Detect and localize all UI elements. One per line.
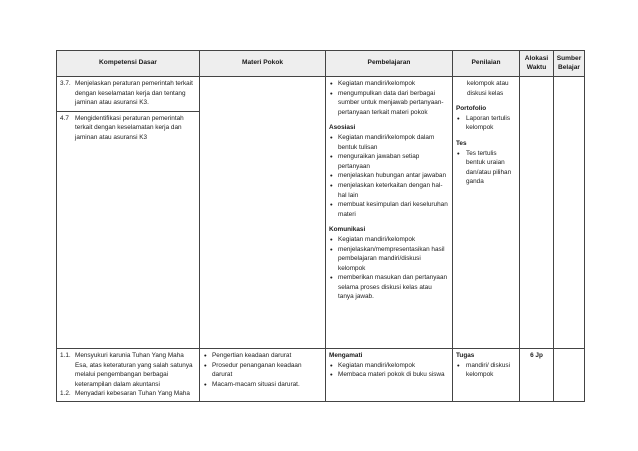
list-item: • mengumpulkan data dari berbagai sumber untuk menjawab pertanyaan-pertanyaan terkait materi pokok — [329, 89, 449, 118]
table-row — [57, 77, 585, 349]
kd-item — [57, 111, 199, 143]
section-title-tugas: Tugas — [456, 352, 475, 359]
list-item: • mandiri/ diskusi kelompok — [456, 361, 516, 380]
list-item: • menguraikan jawaban setiap pertanyaan — [329, 152, 449, 171]
section-title-komunikasi: Komunikasi — [329, 226, 366, 234]
kd-item — [60, 351, 196, 389]
header-materi-pokok: Materi Pokok — [200, 51, 326, 77]
tes-list — [456, 149, 516, 187]
section-title-asosiasi: Asosiasi — [329, 124, 356, 132]
header-penilaian: Penilaian — [453, 51, 520, 77]
asosiasi-list — [329, 133, 449, 219]
kd-number: 3.7. — [60, 80, 71, 87]
list-item: • Kegiatan mandiri/kelompok dalam bentuk tulisan — [329, 133, 449, 152]
sb-cell — [554, 349, 585, 402]
kd-item — [60, 79, 196, 108]
list-item: • Membaca materi pokok di buku siswa — [329, 370, 449, 380]
mp-cell — [200, 349, 326, 402]
list-item: • menjelaskan keterkaitan dengan hal-hal lain — [329, 181, 449, 200]
aw-cell — [520, 77, 554, 349]
kd-text: Menyadari kebesaran Tuhan Yang Maha — [75, 390, 190, 398]
list-item: • menjelaskan hubungan antar jawaban — [329, 171, 449, 181]
materi-pokok-list — [203, 351, 322, 389]
alokasi-waktu-value: 6 Jp — [530, 352, 543, 359]
list-item: • Kegiatan mandiri/kelompok — [329, 361, 449, 371]
tugas-list — [456, 361, 516, 380]
penilaian-continued: kelompok atau diskusi kelas — [467, 80, 509, 97]
mp-cell — [200, 77, 326, 349]
list-item: • Kegiatan mandiri/kelompok — [329, 79, 449, 89]
pb-cell — [326, 349, 453, 402]
section-title-tes: Tes — [456, 139, 467, 147]
mengamati-list — [329, 361, 449, 380]
kd-text: Mensyukuri karunia Tuhan Yang Maha Esa, atas keteraturan yang salah satunya melalui pengembangan berbagai keterampilan dalam akuntansi — [75, 352, 193, 388]
header-alokasi-waktu: Alokasi Waktu — [520, 51, 554, 77]
list-item: • Tes tertulis bentuk uraian dan/atau pilihan ganda — [456, 149, 516, 187]
table-row — [57, 349, 585, 402]
kd-text: Menjelaskan peraturan pemerintah terkait dengan keselamatan kerja dan tentang jaminan atau asuransi K3. — [75, 80, 193, 107]
pb-intro-list — [329, 79, 449, 117]
pb-cell — [326, 77, 453, 349]
header-pembelajaran: Pembelajaran — [326, 51, 453, 77]
section-title-portofolio: Portofolio — [456, 105, 487, 113]
list-item: • Laporan tertulis kelompok — [456, 114, 516, 133]
syllabus-table — [56, 50, 585, 402]
sb-cell — [554, 77, 585, 349]
list-item: • membuat kesimpulan dari keseluruhan materi — [329, 200, 449, 219]
aw-cell — [520, 349, 554, 402]
header-row — [57, 51, 585, 77]
list-item: • Prosedur penanganan keadaan darurat — [203, 361, 322, 380]
kd-text: Mengidentifikasi peraturan pemerintah terkait dengan keselamatan kerja dan jaminan atau asuransi K3 — [75, 114, 184, 141]
kd-number: 1.2. — [60, 390, 71, 398]
pn-cell — [453, 349, 520, 402]
kd-number: 1.1. — [60, 352, 71, 359]
list-item: • Macam-macam situasi darurat. — [203, 380, 322, 390]
kd-cell — [57, 77, 200, 349]
pn-cell — [453, 77, 520, 349]
portofolio-list — [456, 114, 516, 133]
kd-number: 4.7 — [60, 114, 69, 122]
section-title-mengamati: Mengamati — [329, 352, 363, 359]
header-kompetensi-dasar: Kompetensi Dasar — [57, 51, 200, 77]
kd-item — [60, 389, 196, 399]
header-sumber-belajar: Sumber Belajar — [554, 51, 585, 77]
list-item: • menjelaskan/mempresentasikan hasil pembelajaran mandiri/diskusi kelompok — [329, 245, 449, 274]
komunikasi-list — [329, 235, 449, 302]
list-item: • memberikan masukan dan pertanyaan selama proses diskusi kelas atau tanya jawab. — [329, 273, 449, 302]
list-item: • Pengertian keadaan darurat — [203, 351, 322, 361]
list-item: • Kegiatan mandiri/kelompok — [329, 235, 449, 245]
kd-cell — [57, 349, 200, 402]
